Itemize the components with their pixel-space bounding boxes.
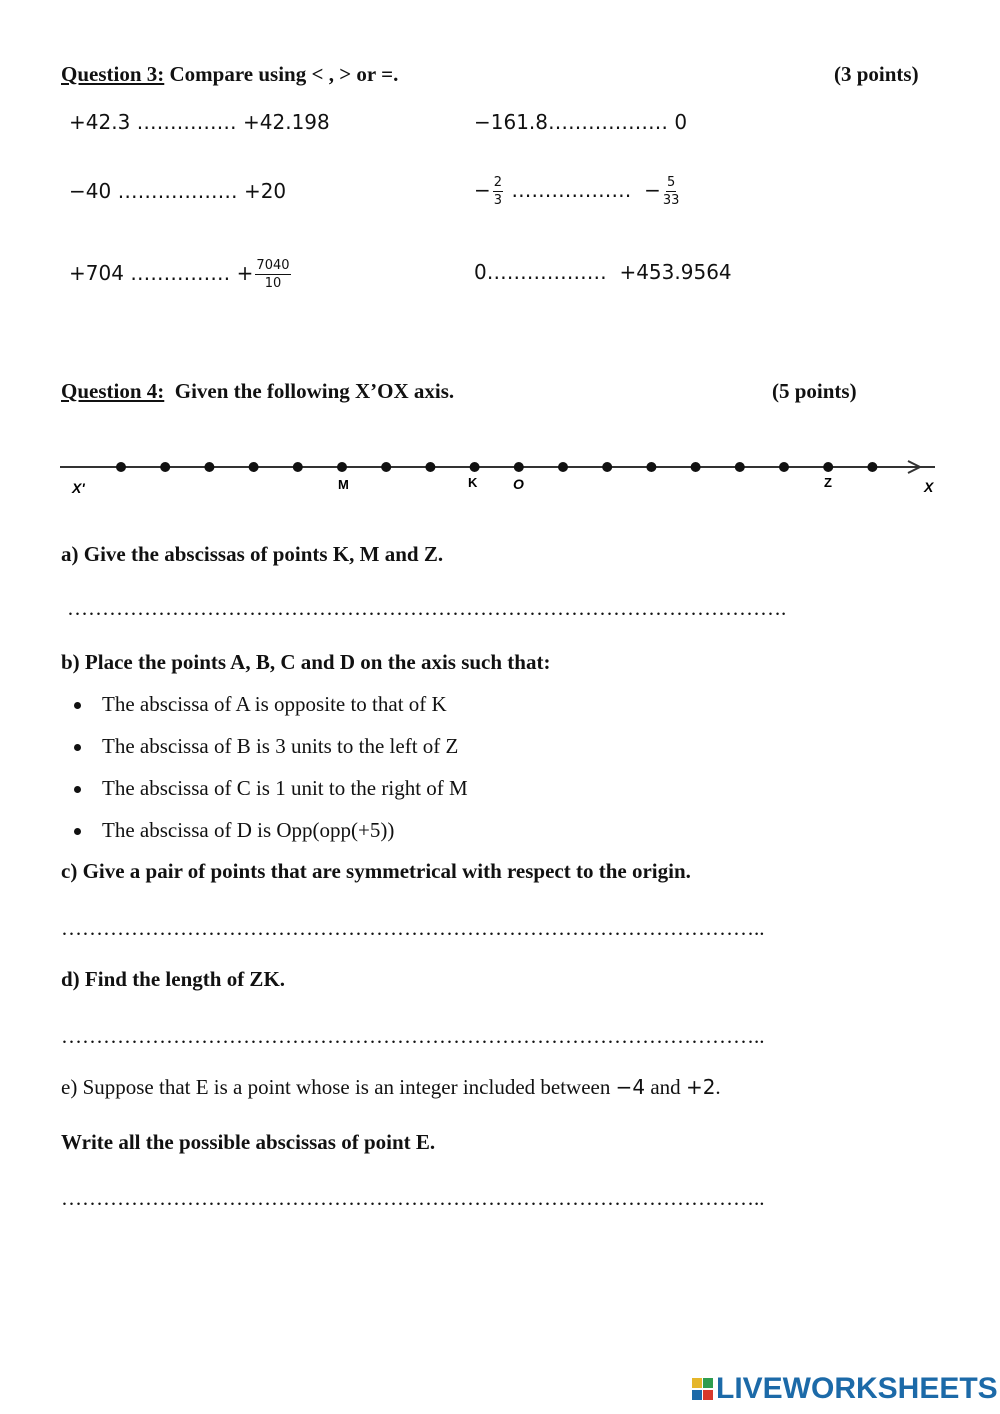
part-e-to: +2 <box>685 1075 716 1099</box>
fraction-denominator: 10 <box>264 276 282 291</box>
fraction-right <box>255 259 290 290</box>
axis-point <box>249 462 259 472</box>
compare-row-3 <box>69 179 286 203</box>
part-a-question: a) Give the abscissas of points K, M and Z. <box>61 542 444 566</box>
part-e-answer-line[interactable]: ……………………………………………………………………………………….. <box>61 1186 765 1210</box>
label-x: X <box>924 479 934 495</box>
compare-row-1 <box>69 110 330 134</box>
compare-blank[interactable]: ……………… <box>511 178 632 202</box>
question-4-text: Given the following X’OX axis. <box>174 379 455 403</box>
liveworksheets-logo[interactable] <box>690 1372 998 1406</box>
part-c-question: c) Give a pair of points that are symmetrical with respect to the origin. <box>61 859 691 883</box>
axis-point <box>558 462 568 472</box>
axis-point <box>425 462 435 472</box>
question-3-points: (3 points) <box>834 62 919 86</box>
compare-left: +42.3 <box>69 110 131 134</box>
compare-row-2 <box>474 110 687 134</box>
axis-point <box>337 462 347 472</box>
part-d-question: d) Find the length of ZK. <box>61 967 286 991</box>
compare-blank[interactable]: …………… <box>136 110 237 134</box>
logo-text: LIVEWORKSHEETS <box>716 1372 998 1405</box>
fraction-numerator: 7040 <box>256 258 290 273</box>
bullet-item-4 <box>102 818 394 843</box>
compare-right: +42.198 <box>243 110 330 134</box>
axis-point <box>867 462 877 472</box>
bullet-icon <box>74 828 81 835</box>
compare-right: +20 <box>243 179 287 203</box>
compare-right-sign: + <box>236 261 254 285</box>
fraction-numerator: 2 <box>493 175 503 190</box>
part-e-text: e) Suppose that E is a point whose is an integer included between <box>61 1075 616 1099</box>
axis-point <box>735 462 745 472</box>
question-3-text: Compare using < , > or =. <box>169 62 399 86</box>
part-e-instruction: Write all the possible abscissas of point E. <box>61 1130 436 1154</box>
compare-left: 0 <box>474 260 487 284</box>
part-b-question: b) Place the points A, B, C and D on the axis such that: <box>61 650 551 674</box>
axis-point <box>470 462 480 472</box>
axis-point <box>779 462 789 472</box>
question-4-header <box>61 379 454 404</box>
compare-left-sign: − <box>474 178 491 202</box>
axis-point <box>293 462 303 472</box>
axis-point <box>381 462 391 472</box>
compare-blank[interactable]: ……………… <box>117 179 238 203</box>
part-e-question <box>61 1075 721 1100</box>
axis-point <box>116 462 126 472</box>
axis-point <box>204 462 214 472</box>
bullet-item-3 <box>102 776 468 801</box>
compare-row-6 <box>474 260 732 284</box>
label-m: M <box>338 477 349 492</box>
compare-right: +453.9564 <box>619 260 732 284</box>
axis-point <box>823 462 833 472</box>
bullet-text: The abscissa of B is 3 units to the left of Z <box>102 734 459 758</box>
compare-right-sign: − <box>644 178 661 202</box>
bullet-icon <box>74 702 81 709</box>
question-3-label: Question 3: <box>61 62 165 86</box>
axis-point <box>602 462 612 472</box>
bullet-item-1 <box>102 692 447 717</box>
fraction-numerator: 5 <box>667 175 676 190</box>
compare-row-4 <box>474 176 681 207</box>
bullet-item-2 <box>102 734 458 759</box>
compare-left: −161.8 <box>474 110 549 134</box>
compare-right: 0 <box>674 110 688 134</box>
label-x-prime: X' <box>72 480 85 496</box>
bullet-text: The abscissa of C is 1 unit to the right of M <box>102 776 468 800</box>
axis-point <box>160 462 170 472</box>
axis-point <box>514 462 524 472</box>
compare-blank[interactable]: ……………… <box>486 260 607 284</box>
bullet-icon <box>74 786 81 793</box>
part-e-from: −4 <box>615 1075 646 1099</box>
part-c-answer-line[interactable]: ……………………………………………………………………………………….. <box>61 916 765 940</box>
compare-left: −40 <box>69 179 112 203</box>
compare-blank[interactable]: …………… <box>130 261 231 285</box>
bullet-icon <box>74 744 81 751</box>
part-e-and: and <box>645 1075 686 1099</box>
label-z: Z <box>824 475 832 490</box>
question-4-label: Question 4: <box>61 379 165 403</box>
fraction-denominator: 3 <box>493 193 503 208</box>
fraction-denominator: 33 <box>662 193 680 208</box>
part-a-answer-line[interactable]: …………………………………………………………………………………………. <box>67 596 787 620</box>
bullet-text: The abscissa of D is Opp(opp(+5)) <box>102 818 395 842</box>
axis-point <box>691 462 701 472</box>
compare-left: +704 <box>69 261 124 285</box>
part-d-answer-line[interactable]: ……………………………………………………………………………………….. <box>61 1024 765 1048</box>
fraction-right <box>663 176 680 207</box>
bullet-text: The abscissa of A is opposite to that of K <box>102 692 447 716</box>
number-axis <box>0 445 1000 505</box>
label-origin: O <box>513 476 524 492</box>
logo-blocks-icon <box>690 1374 716 1404</box>
question-4-points: (5 points) <box>772 379 857 403</box>
question-3-header <box>61 62 398 87</box>
compare-blank[interactable]: ……………… <box>548 110 669 134</box>
label-k: K <box>468 475 478 490</box>
axis-point <box>646 462 656 472</box>
fraction-left <box>493 176 503 207</box>
compare-row-5 <box>69 259 293 290</box>
part-e-end: . <box>715 1075 721 1099</box>
